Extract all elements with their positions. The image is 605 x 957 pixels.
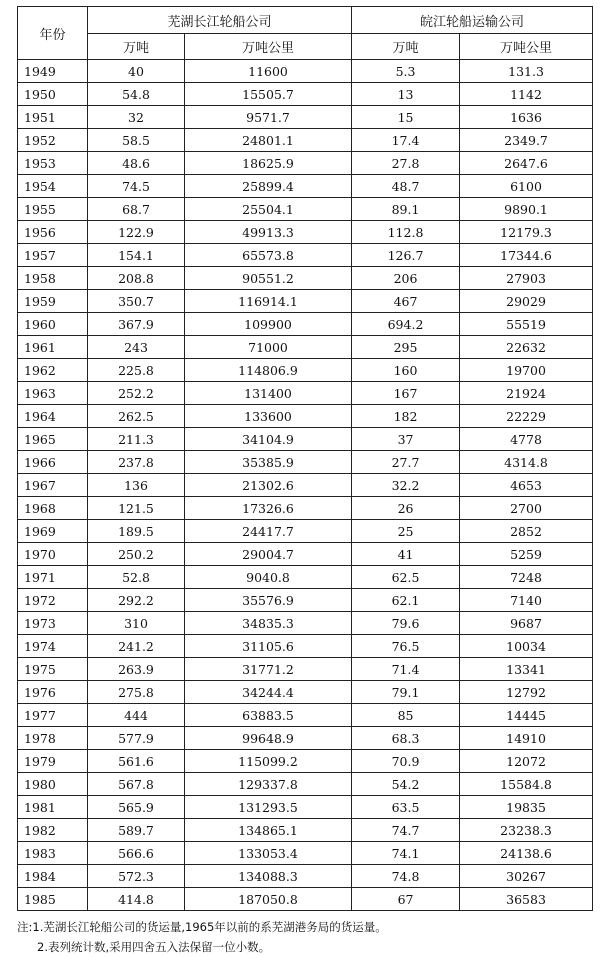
company2-tonkm-cell: 24138.6 — [460, 842, 593, 865]
table-row — [18, 428, 593, 451]
company1-tons-cell: 241.2 — [88, 635, 185, 658]
table-row — [18, 750, 593, 773]
company1-tonkm-cell: 35576.9 — [185, 589, 352, 612]
company2-tons-cell: 17.4 — [352, 129, 460, 152]
company2-tons-cell: 79.6 — [352, 612, 460, 635]
company1-tons-cell: 572.3 — [88, 865, 185, 888]
company1-header: 芜湖长江轮船公司 — [88, 7, 352, 34]
table-row — [18, 221, 593, 244]
company2-tonkm-cell: 36583 — [460, 888, 593, 911]
freight-table — [17, 6, 593, 911]
company2-tons-cell: 15 — [352, 106, 460, 129]
company1-tons-cell: 367.9 — [88, 313, 185, 336]
company2-tonkm-cell: 2852 — [460, 520, 593, 543]
year-cell: 1981 — [18, 796, 88, 819]
company2-tonkm-cell: 14445 — [460, 704, 593, 727]
table-row — [18, 796, 593, 819]
company1-tonkm-cell: 115099.2 — [185, 750, 352, 773]
company1-tonkm-cell: 17326.6 — [185, 497, 352, 520]
company2-tonkm-cell: 10034 — [460, 635, 593, 658]
table-row — [18, 359, 593, 382]
table-row — [18, 244, 593, 267]
company1-tons-cell: 189.5 — [88, 520, 185, 543]
company1-tonkm-cell: 9571.7 — [185, 106, 352, 129]
company1-tonkm-cell: 11600 — [185, 60, 352, 83]
table-row — [18, 474, 593, 497]
company1-tons-cell: 32 — [88, 106, 185, 129]
year-cell: 1955 — [18, 198, 88, 221]
year-cell: 1964 — [18, 405, 88, 428]
company2-tons-cell: 25 — [352, 520, 460, 543]
company1-tons-cell: 40 — [88, 60, 185, 83]
table-row — [18, 451, 593, 474]
company2-tons-cell: 68.3 — [352, 727, 460, 750]
year-cell: 1974 — [18, 635, 88, 658]
company2-tonkm-cell: 2647.6 — [460, 152, 593, 175]
company2-tonkm-cell: 4314.8 — [460, 451, 593, 474]
table-row — [18, 635, 593, 658]
table-row — [18, 727, 593, 750]
company2-tonkm-cell: 1636 — [460, 106, 593, 129]
year-cell: 1970 — [18, 543, 88, 566]
company2-tons-cell: 79.1 — [352, 681, 460, 704]
table-row — [18, 198, 593, 221]
year-cell: 1949 — [18, 60, 88, 83]
company2-tons-cell: 76.5 — [352, 635, 460, 658]
year-cell: 1985 — [18, 888, 88, 911]
company1-tons-cell: 577.9 — [88, 727, 185, 750]
company1-tons-cell: 208.8 — [88, 267, 185, 290]
company2-tonkm-cell: 15584.8 — [460, 773, 593, 796]
company2-tonkm-cell: 7248 — [460, 566, 593, 589]
company1-tons-cell: 566.6 — [88, 842, 185, 865]
company2-tonkm-cell: 12179.3 — [460, 221, 593, 244]
year-cell: 1984 — [18, 865, 88, 888]
company2-tons-cell: 5.3 — [352, 60, 460, 83]
company1-tonkm-cell: 34244.4 — [185, 681, 352, 704]
year-cell: 1950 — [18, 83, 88, 106]
table-row — [18, 865, 593, 888]
year-cell: 1976 — [18, 681, 88, 704]
company2-tonkm-cell: 23238.3 — [460, 819, 593, 842]
year-cell: 1973 — [18, 612, 88, 635]
company1-tonkm-cell: 25504.1 — [185, 198, 352, 221]
table-row — [18, 336, 593, 359]
company1-tonkm-cell: 18625.9 — [185, 152, 352, 175]
table-row — [18, 704, 593, 727]
company2-tons-cell: 32.2 — [352, 474, 460, 497]
company1-tonkm-cell: 116914.1 — [185, 290, 352, 313]
company2-tons-cell: 54.2 — [352, 773, 460, 796]
table-row — [18, 405, 593, 428]
company1-tons-cell: 225.8 — [88, 359, 185, 382]
year-cell: 1956 — [18, 221, 88, 244]
company1-tonkm-cell: 187050.8 — [185, 888, 352, 911]
company1-tonkm-cell: 31771.2 — [185, 658, 352, 681]
company1-tonkm-cell: 15505.7 — [185, 83, 352, 106]
company2-tonkm-cell: 13341 — [460, 658, 593, 681]
year-cell: 1978 — [18, 727, 88, 750]
company1-tonkm-cell: 71000 — [185, 336, 352, 359]
company2-tons-cell: 74.7 — [352, 819, 460, 842]
company2-tonkm-cell: 29029 — [460, 290, 593, 313]
company1-tonkm-cell: 9040.8 — [185, 566, 352, 589]
company2-tonkm-cell: 21924 — [460, 382, 593, 405]
company1-tons-cell: 414.8 — [88, 888, 185, 911]
company1-tons-cell: 54.8 — [88, 83, 185, 106]
table-row — [18, 290, 593, 313]
year-cell: 1958 — [18, 267, 88, 290]
year-cell: 1971 — [18, 566, 88, 589]
table-row — [18, 520, 593, 543]
company1-tonkm-cell: 129337.8 — [185, 773, 352, 796]
year-cell: 1951 — [18, 106, 88, 129]
company2-tonkm-cell: 12072 — [460, 750, 593, 773]
company1-tonkm-cell: 63883.5 — [185, 704, 352, 727]
year-cell: 1979 — [18, 750, 88, 773]
company1-tonkm-cell: 131400 — [185, 382, 352, 405]
company2-tonkm-cell: 17344.6 — [460, 244, 593, 267]
company1-tonkm-cell: 29004.7 — [185, 543, 352, 566]
table-row — [18, 313, 593, 336]
company2-tonkm-cell: 4653 — [460, 474, 593, 497]
company1-tonkm-cell: 133600 — [185, 405, 352, 428]
year-cell: 1982 — [18, 819, 88, 842]
company1-tons-cell: 74.5 — [88, 175, 185, 198]
company1-tonkm-cell: 31105.6 — [185, 635, 352, 658]
table-row — [18, 60, 593, 83]
company2-tons-cell: 126.7 — [352, 244, 460, 267]
company2-tons-cell: 70.9 — [352, 750, 460, 773]
company1-tons-cell: 589.7 — [88, 819, 185, 842]
table-body — [18, 60, 593, 911]
table-row — [18, 83, 593, 106]
company2-tons-cell: 27.8 — [352, 152, 460, 175]
company2-tons-cell: 62.5 — [352, 566, 460, 589]
company1-tons-cell: 58.5 — [88, 129, 185, 152]
company2-tons-cell: 41 — [352, 543, 460, 566]
company1-tons-cell: 444 — [88, 704, 185, 727]
company2-tonkm-cell: 5259 — [460, 543, 593, 566]
company1-tonkm-cell: 25899.4 — [185, 175, 352, 198]
company1-tonkm-cell: 131293.5 — [185, 796, 352, 819]
company2-tons-cell: 62.1 — [352, 589, 460, 612]
company2-tons-header: 万吨 — [352, 34, 460, 60]
table-row — [18, 382, 593, 405]
company2-tons-cell: 48.7 — [352, 175, 460, 198]
company2-tons-cell: 71.4 — [352, 658, 460, 681]
company2-tons-cell: 206 — [352, 267, 460, 290]
company1-tonkm-cell: 99648.9 — [185, 727, 352, 750]
company2-tonkm-cell: 9890.1 — [460, 198, 593, 221]
table-row — [18, 152, 593, 175]
year-cell: 1962 — [18, 359, 88, 382]
company1-tons-cell: 263.9 — [88, 658, 185, 681]
company1-tonkm-cell: 109900 — [185, 313, 352, 336]
company1-tonkm-cell: 114806.9 — [185, 359, 352, 382]
company1-tons-cell: 121.5 — [88, 497, 185, 520]
year-cell: 1967 — [18, 474, 88, 497]
company1-tons-cell: 250.2 — [88, 543, 185, 566]
company2-tons-cell: 63.5 — [352, 796, 460, 819]
company1-tonkm-cell: 49913.3 — [185, 221, 352, 244]
company2-tonkm-header: 万吨公里 — [460, 34, 593, 60]
company1-tons-cell: 136 — [88, 474, 185, 497]
company2-tonkm-cell: 19835 — [460, 796, 593, 819]
table-row — [18, 612, 593, 635]
table-row — [18, 106, 593, 129]
company1-tonkm-header: 万吨公里 — [185, 34, 352, 60]
company1-tonkm-cell: 90551.2 — [185, 267, 352, 290]
year-cell: 1960 — [18, 313, 88, 336]
table-row — [18, 589, 593, 612]
company2-tons-cell: 37 — [352, 428, 460, 451]
company1-tons-cell: 52.8 — [88, 566, 185, 589]
company1-tons-cell: 565.9 — [88, 796, 185, 819]
company1-tons-cell: 252.2 — [88, 382, 185, 405]
company1-tons-header: 万吨 — [88, 34, 185, 60]
table-row — [18, 129, 593, 152]
company1-tons-cell: 237.8 — [88, 451, 185, 474]
company1-tons-cell: 567.8 — [88, 773, 185, 796]
company2-tonkm-cell: 9687 — [460, 612, 593, 635]
company1-tonkm-cell: 34835.3 — [185, 612, 352, 635]
company1-tons-cell: 154.1 — [88, 244, 185, 267]
company2-tons-cell: 467 — [352, 290, 460, 313]
company2-tons-cell: 27.7 — [352, 451, 460, 474]
year-cell: 1954 — [18, 175, 88, 198]
company1-tons-cell: 350.7 — [88, 290, 185, 313]
company2-tons-cell: 160 — [352, 359, 460, 382]
company2-tonkm-cell: 6100 — [460, 175, 593, 198]
year-cell: 1968 — [18, 497, 88, 520]
company1-tonkm-cell: 24801.1 — [185, 129, 352, 152]
year-cell: 1980 — [18, 773, 88, 796]
year-cell: 1966 — [18, 451, 88, 474]
company2-tonkm-cell: 131.3 — [460, 60, 593, 83]
company2-header: 皖江轮船运输公司 — [352, 7, 593, 34]
year-cell: 1977 — [18, 704, 88, 727]
table-row — [18, 175, 593, 198]
company1-tons-cell: 310 — [88, 612, 185, 635]
company1-tons-cell: 262.5 — [88, 405, 185, 428]
year-cell: 1972 — [18, 589, 88, 612]
table-row — [18, 773, 593, 796]
company2-tons-cell: 85 — [352, 704, 460, 727]
table-row — [18, 497, 593, 520]
company1-tons-cell: 122.9 — [88, 221, 185, 244]
company1-tons-cell: 211.3 — [88, 428, 185, 451]
company1-tonkm-cell: 21302.6 — [185, 474, 352, 497]
company2-tonkm-cell: 14910 — [460, 727, 593, 750]
company1-tons-cell: 68.7 — [88, 198, 185, 221]
year-cell: 1959 — [18, 290, 88, 313]
table-row — [18, 267, 593, 290]
company2-tons-cell: 112.8 — [352, 221, 460, 244]
year-cell: 1961 — [18, 336, 88, 359]
year-cell: 1953 — [18, 152, 88, 175]
company2-tons-cell: 13 — [352, 83, 460, 106]
company1-tons-cell: 275.8 — [88, 681, 185, 704]
company1-tonkm-cell: 24417.7 — [185, 520, 352, 543]
year-cell: 1957 — [18, 244, 88, 267]
year-cell: 1963 — [18, 382, 88, 405]
company2-tons-cell: 67 — [352, 888, 460, 911]
year-cell: 1975 — [18, 658, 88, 681]
company2-tons-cell: 74.8 — [352, 865, 460, 888]
company2-tonkm-cell: 19700 — [460, 359, 593, 382]
company1-tons-cell: 292.2 — [88, 589, 185, 612]
company1-tonkm-cell: 134088.3 — [185, 865, 352, 888]
company2-tonkm-cell: 7140 — [460, 589, 593, 612]
company2-tons-cell: 182 — [352, 405, 460, 428]
company1-tonkm-cell: 134865.1 — [185, 819, 352, 842]
footnote-1: 注:1.芜湖长江轮船公司的货运量,1965年以前的系芜湖港务局的货运量。 — [17, 920, 387, 934]
year-cell: 1969 — [18, 520, 88, 543]
company2-tonkm-cell: 4778 — [460, 428, 593, 451]
table-row — [18, 842, 593, 865]
company2-tons-cell: 295 — [352, 336, 460, 359]
footnote-2: 2.表列统计数,采用四舍五入法保留一位小数。 — [37, 940, 271, 954]
company1-tonkm-cell: 34104.9 — [185, 428, 352, 451]
company1-tonkm-cell: 133053.4 — [185, 842, 352, 865]
company2-tons-cell: 89.1 — [352, 198, 460, 221]
table-row — [18, 681, 593, 704]
company2-tonkm-cell: 2349.7 — [460, 129, 593, 152]
company2-tonkm-cell: 2700 — [460, 497, 593, 520]
company2-tonkm-cell: 12792 — [460, 681, 593, 704]
company2-tonkm-cell: 22229 — [460, 405, 593, 428]
year-cell: 1952 — [18, 129, 88, 152]
company2-tons-cell: 74.1 — [352, 842, 460, 865]
table-row — [18, 566, 593, 589]
company2-tons-cell: 26 — [352, 497, 460, 520]
table-row — [18, 658, 593, 681]
table-row — [18, 888, 593, 911]
company2-tonkm-cell: 22632 — [460, 336, 593, 359]
company2-tons-cell: 167 — [352, 382, 460, 405]
company1-tonkm-cell: 35385.9 — [185, 451, 352, 474]
company2-tonkm-cell: 27903 — [460, 267, 593, 290]
company2-tonkm-cell: 30267 — [460, 865, 593, 888]
company1-tonkm-cell: 65573.8 — [185, 244, 352, 267]
year-cell: 1965 — [18, 428, 88, 451]
company1-tons-cell: 243 — [88, 336, 185, 359]
year-cell: 1983 — [18, 842, 88, 865]
table-row — [18, 543, 593, 566]
company2-tonkm-cell: 55519 — [460, 313, 593, 336]
company2-tonkm-cell: 1142 — [460, 83, 593, 106]
company2-tons-cell: 694.2 — [352, 313, 460, 336]
year-header: 年份 — [18, 7, 88, 60]
document — [17, 6, 592, 957]
company1-tons-cell: 561.6 — [88, 750, 185, 773]
footnotes — [17, 917, 592, 957]
table-row — [18, 819, 593, 842]
company1-tons-cell: 48.6 — [88, 152, 185, 175]
